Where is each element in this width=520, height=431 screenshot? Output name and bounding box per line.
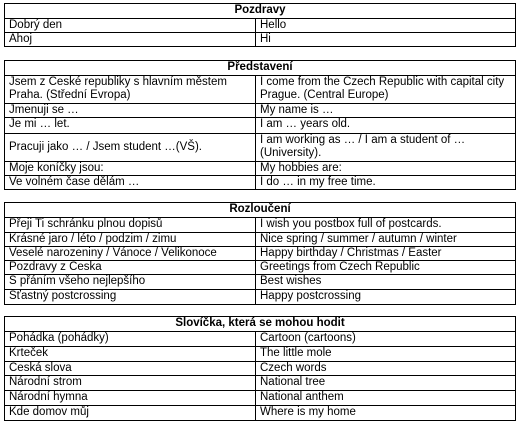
table-row <box>5 218 516 233</box>
czech-cell: Moje koníčky jsou: <box>5 162 256 176</box>
czech-cell: Národní hymna <box>5 391 256 406</box>
czech-cell: Ahoj <box>5 33 256 47</box>
english-cell: Cartoon (cartoons) <box>256 332 516 347</box>
table-row <box>5 290 516 305</box>
czech-cell: Pracuji jako … / Jsem student …(VŠ). <box>5 134 256 162</box>
czech-cell: Šťastný postcrossing <box>5 290 256 305</box>
english-cell: Greetings from Czech Republic <box>256 261 516 275</box>
vocabulary-document <box>4 3 515 421</box>
czech-cell: Jsem z České republiky s hlavním městem Praha. (Střední Evropa) <box>5 76 256 104</box>
table-row <box>5 33 516 47</box>
english-cell: Happy birthday / Christmas / Easter <box>256 247 516 261</box>
section-title: Pozdravy <box>5 4 516 19</box>
table-row <box>5 406 516 421</box>
english-cell: Hi <box>256 33 516 47</box>
table-row <box>5 233 516 247</box>
table-row <box>5 275 516 290</box>
english-cell: Where is my home <box>256 406 516 421</box>
english-cell: I am working as … / I am a student of … (University). <box>256 134 516 162</box>
english-cell: Czech words <box>256 362 516 376</box>
czech-cell: Národní strom <box>5 376 256 391</box>
english-cell: The little mole <box>256 347 516 362</box>
table-row <box>5 76 516 104</box>
english-cell: I am … years old. <box>256 118 516 134</box>
english-cell: I wish you postbox full of postcards. <box>256 218 516 233</box>
section-slovicka-table <box>4 316 516 421</box>
table-row <box>5 261 516 275</box>
czech-cell: Pozdravy z Česka <box>5 261 256 275</box>
table-row <box>5 247 516 261</box>
czech-cell: S přáním všeho nejlepšího <box>5 275 256 290</box>
english-cell: Best wishes <box>256 275 516 290</box>
english-cell: Hello <box>256 19 516 33</box>
czech-cell: Dobrý den <box>5 19 256 33</box>
table-row <box>5 347 516 362</box>
czech-cell: Jmenuji se … <box>5 104 256 118</box>
czech-cell: Krteček <box>5 347 256 362</box>
table-row <box>5 134 516 162</box>
czech-cell: Kde domov můj <box>5 406 256 421</box>
table-row <box>5 176 516 190</box>
czech-cell: Krásné jaro / léto / podzim / zimu <box>5 233 256 247</box>
czech-cell: Ve volném čase dělám … <box>5 176 256 190</box>
czech-cell: Pohádka (pohádky) <box>5 332 256 347</box>
table-row <box>5 362 516 376</box>
english-cell: My name is … <box>256 104 516 118</box>
english-cell: Nice spring / summer / autumn / winter <box>256 233 516 247</box>
table-row <box>5 391 516 406</box>
english-cell: Happy postcrossing <box>256 290 516 305</box>
section-predstaveni-table <box>4 60 516 190</box>
table-row <box>5 19 516 33</box>
section-title: Slovíčka, která se mohou hodit <box>5 317 516 332</box>
english-cell: My hobbies are: <box>256 162 516 176</box>
czech-cell: Je mi … let. <box>5 118 256 134</box>
section-rozlouceni-table <box>4 202 516 305</box>
section-title: Představení <box>5 61 516 76</box>
table-row <box>5 162 516 176</box>
czech-cell: Veselé narozeniny / Vánoce / Velikonoce <box>5 247 256 261</box>
english-cell: National anthem <box>256 391 516 406</box>
english-cell: I come from the Czech Republic with capital city Prague. (Central Europe) <box>256 76 516 104</box>
czech-cell: Přeji Ti schránku plnou dopisů <box>5 218 256 233</box>
section-pozdravy-table <box>4 3 516 47</box>
table-row <box>5 118 516 134</box>
section-title: Rozloučení <box>5 203 516 218</box>
english-cell: National tree <box>256 376 516 391</box>
table-row <box>5 332 516 347</box>
table-row <box>5 104 516 118</box>
table-row <box>5 376 516 391</box>
english-cell: I do … in my free time. <box>256 176 516 190</box>
czech-cell: Česká slova <box>5 362 256 376</box>
